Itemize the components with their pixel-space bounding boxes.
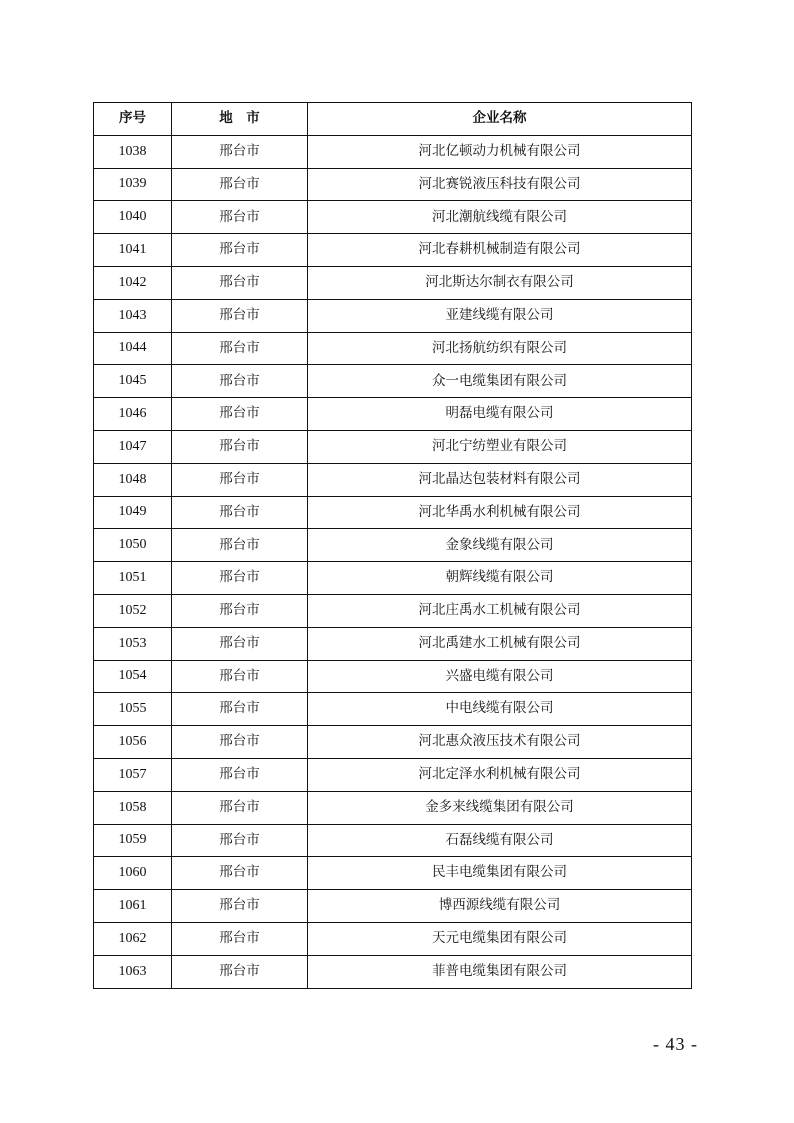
page-number: - 43 -: [653, 1034, 698, 1054]
header-row: [94, 103, 692, 136]
row-seq-cell: 1060: [94, 857, 172, 890]
row-city-cell: 邢台市: [172, 496, 308, 529]
row-name-cell: 明磊电缆有限公司: [308, 398, 692, 431]
row-seq-cell: 1054: [94, 660, 172, 693]
row-seq-cell: 1053: [94, 627, 172, 660]
row-city-cell: 邢台市: [172, 398, 308, 431]
row-seq-cell: 1057: [94, 758, 172, 791]
row-seq-cell: 1058: [94, 791, 172, 824]
row-seq-cell: 1056: [94, 726, 172, 759]
table-row: [94, 627, 692, 660]
row-city-cell: 邢台市: [172, 365, 308, 398]
row-seq-cell: 1038: [94, 135, 172, 168]
table-row: [94, 693, 692, 726]
row-city-cell: 邢台市: [172, 266, 308, 299]
row-city-cell: 邢台市: [172, 234, 308, 267]
enterprise-table-container: [93, 102, 691, 989]
row-seq-cell: 1040: [94, 201, 172, 234]
row-name-cell: 河北禹建水工机械有限公司: [308, 627, 692, 660]
row-name-cell: 石磊线缆有限公司: [308, 824, 692, 857]
row-seq-cell: 1039: [94, 168, 172, 201]
header-seq: 序号: [94, 103, 172, 136]
row-city-cell: 邢台市: [172, 660, 308, 693]
row-seq-cell: 1044: [94, 332, 172, 365]
row-seq-cell: 1045: [94, 365, 172, 398]
table-row: [94, 529, 692, 562]
row-name-cell: 河北宁纺塑业有限公司: [308, 430, 692, 463]
row-seq-cell: 1047: [94, 430, 172, 463]
table-row: [94, 562, 692, 595]
row-name-cell: 河北潮航线缆有限公司: [308, 201, 692, 234]
row-seq-cell: 1063: [94, 955, 172, 988]
row-city-cell: 邢台市: [172, 857, 308, 890]
table-row: [94, 890, 692, 923]
row-name-cell: 河北惠众液压技术有限公司: [308, 726, 692, 759]
row-name-cell: 河北扬航纺织有限公司: [308, 332, 692, 365]
table-row: [94, 758, 692, 791]
table-row: [94, 660, 692, 693]
enterprise-table: [93, 102, 692, 989]
row-seq-cell: 1041: [94, 234, 172, 267]
row-name-cell: 博西源线缆有限公司: [308, 890, 692, 923]
row-seq-cell: 1049: [94, 496, 172, 529]
row-seq-cell: 1062: [94, 922, 172, 955]
row-city-cell: 邢台市: [172, 430, 308, 463]
row-city-cell: 邢台市: [172, 463, 308, 496]
row-city-cell: 邢台市: [172, 299, 308, 332]
row-seq-cell: 1046: [94, 398, 172, 431]
row-name-cell: 兴盛电缆有限公司: [308, 660, 692, 693]
row-name-cell: 河北春耕机械制造有限公司: [308, 234, 692, 267]
table-row: [94, 594, 692, 627]
table-row: [94, 791, 692, 824]
row-city-cell: 邢台市: [172, 135, 308, 168]
row-name-cell: 河北赛锐液压科技有限公司: [308, 168, 692, 201]
row-name-cell: 天元电缆集团有限公司: [308, 922, 692, 955]
row-name-cell: 众一电缆集团有限公司: [308, 365, 692, 398]
row-city-cell: 邢台市: [172, 529, 308, 562]
row-name-cell: 民丰电缆集团有限公司: [308, 857, 692, 890]
row-name-cell: 菲普电缆集团有限公司: [308, 955, 692, 988]
row-seq-cell: 1050: [94, 529, 172, 562]
row-city-cell: 邢台市: [172, 726, 308, 759]
row-seq-cell: 1059: [94, 824, 172, 857]
row-seq-cell: 1061: [94, 890, 172, 923]
table-row: [94, 857, 692, 890]
row-name-cell: 中电线缆有限公司: [308, 693, 692, 726]
table-row: [94, 824, 692, 857]
table-row: [94, 332, 692, 365]
row-seq-cell: 1043: [94, 299, 172, 332]
row-city-cell: 邢台市: [172, 562, 308, 595]
row-city-cell: 邢台市: [172, 890, 308, 923]
row-city-cell: 邢台市: [172, 627, 308, 660]
table-row: [94, 430, 692, 463]
row-seq-cell: 1048: [94, 463, 172, 496]
table-row: [94, 922, 692, 955]
table-body: [94, 135, 692, 988]
table-row: [94, 201, 692, 234]
row-seq-cell: 1042: [94, 266, 172, 299]
table-row: [94, 135, 692, 168]
table-row: [94, 496, 692, 529]
row-city-cell: 邢台市: [172, 594, 308, 627]
table-row: [94, 726, 692, 759]
row-city-cell: 邢台市: [172, 168, 308, 201]
row-city-cell: 邢台市: [172, 922, 308, 955]
row-seq-cell: 1052: [94, 594, 172, 627]
table-row: [94, 168, 692, 201]
row-name-cell: 朝辉线缆有限公司: [308, 562, 692, 595]
table-row: [94, 398, 692, 431]
row-name-cell: 河北晶达包装材料有限公司: [308, 463, 692, 496]
row-name-cell: 河北定泽水利机械有限公司: [308, 758, 692, 791]
table-row: [94, 955, 692, 988]
table-header: [94, 103, 692, 136]
row-seq-cell: 1051: [94, 562, 172, 595]
row-city-cell: 邢台市: [172, 201, 308, 234]
table-row: [94, 463, 692, 496]
row-city-cell: 邢台市: [172, 791, 308, 824]
row-name-cell: 亚建线缆有限公司: [308, 299, 692, 332]
row-name-cell: 河北斯达尔制衣有限公司: [308, 266, 692, 299]
table-row: [94, 266, 692, 299]
header-name: 企业名称: [308, 103, 692, 136]
row-name-cell: 河北庄禹水工机械有限公司: [308, 594, 692, 627]
row-city-cell: 邢台市: [172, 693, 308, 726]
row-name-cell: 金多来线缆集团有限公司: [308, 791, 692, 824]
row-seq-cell: 1055: [94, 693, 172, 726]
header-city: 地 市: [172, 103, 308, 136]
table-row: [94, 234, 692, 267]
row-city-cell: 邢台市: [172, 955, 308, 988]
row-name-cell: 河北华禹水利机械有限公司: [308, 496, 692, 529]
row-city-cell: 邢台市: [172, 332, 308, 365]
row-name-cell: 河北亿顿动力机械有限公司: [308, 135, 692, 168]
row-city-cell: 邢台市: [172, 758, 308, 791]
table-row: [94, 299, 692, 332]
row-name-cell: 金象线缆有限公司: [308, 529, 692, 562]
row-city-cell: 邢台市: [172, 824, 308, 857]
table-row: [94, 365, 692, 398]
